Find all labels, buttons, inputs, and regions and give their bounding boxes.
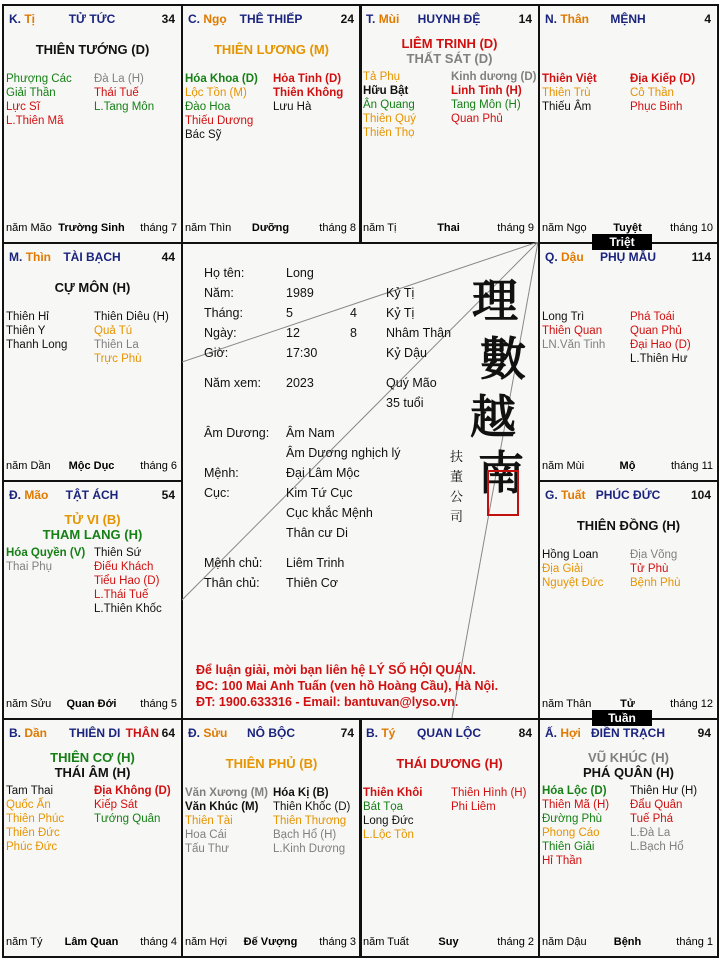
footer-year: năm Tuất — [363, 936, 409, 948]
chi: Tị — [24, 12, 36, 26]
star-left: Bát Tọa — [363, 801, 404, 813]
main-star: THIÊN CƠ (H) — [50, 750, 135, 765]
star-right: Thiên Khốc (D) — [273, 801, 351, 813]
star-right: Địa Võng — [630, 549, 678, 561]
main-star: VŨ KHÚC (H) — [588, 750, 669, 765]
contact-line-2: ĐC: 100 Mai Anh Tuấn (ven hồ Hoàng Cầu), Hà Nội. — [196, 679, 499, 693]
palace-cell-m-thin — [2, 242, 183, 482]
palace-name: TỬ TỨC — [68, 12, 116, 26]
star-left: Tả Phụ — [363, 71, 401, 83]
footer-stage: Đế Vượng — [243, 936, 298, 948]
palace-cell-t-mui — [359, 4, 540, 244]
day-label: Ngày: — [204, 326, 237, 340]
star-right: Tuế Phá — [630, 813, 674, 825]
can: C. — [188, 12, 200, 26]
star-left: Đào Hoa — [185, 101, 231, 113]
palace-age: 24 — [340, 12, 354, 26]
amduong-label: Âm Dương: — [204, 426, 270, 440]
chi: Ngọ — [203, 12, 227, 26]
star-left: Thiên Phúc — [6, 813, 65, 825]
calligraphy-3: 越 — [470, 390, 516, 444]
palace-name: HUYNH ĐỆ — [417, 12, 481, 26]
main-star: THIÊN ĐỒNG (H) — [576, 518, 681, 533]
month-canchi: Kỷ Tị — [386, 306, 415, 320]
star-left: Thanh Long — [6, 339, 68, 351]
star-right: Linh Tinh (H) — [451, 85, 522, 97]
chi: Dậu — [561, 250, 584, 264]
day-lunar: 8 — [350, 326, 357, 340]
cuc-value: Kim Tứ Cục — [286, 486, 353, 500]
chi: Dần — [24, 726, 48, 740]
star-left: LN.Văn Tinh — [542, 339, 606, 351]
hour-canchi: Kỷ Dậu — [386, 346, 427, 360]
than-cu-note: Thân cư Di — [286, 526, 348, 540]
small-char: 司 — [450, 510, 464, 525]
palace-name: NÔ BỘC — [247, 726, 295, 740]
star-right: Đại Hao (D) — [630, 339, 691, 351]
star-right: Lưu Hà — [273, 101, 312, 113]
palace-header — [366, 726, 532, 742]
can: G. — [545, 488, 558, 502]
palace-footer — [6, 698, 177, 712]
palace-header — [9, 12, 175, 28]
can: Đ. — [9, 488, 21, 502]
footer-year: năm Dần — [6, 460, 51, 472]
star-left: L.Thiên Mã — [6, 115, 64, 127]
footer-stage: Dưỡng — [251, 222, 290, 234]
footer-stage: Thai — [437, 222, 460, 234]
footer-month: tháng 3 — [319, 936, 356, 948]
calligraphy-2: 數 — [480, 332, 526, 386]
palace-header — [188, 12, 354, 28]
name-value: Long — [286, 266, 314, 280]
star-right: Phi Liêm — [451, 801, 496, 813]
footer-year: năm Sửu — [6, 698, 52, 710]
star-right: Thiên Diêu (H) — [94, 311, 169, 323]
amduong-note: Âm Dương nghịch lý — [286, 446, 401, 460]
footer-stage: Tuyệt — [613, 222, 642, 234]
palace-name: QUAN LỘC — [417, 726, 481, 740]
star-right: Kiếp Sát — [94, 799, 138, 811]
footer-stage: Mộ — [619, 460, 636, 472]
footer-stage: Trường Sinh — [58, 222, 125, 234]
palace-footer — [542, 460, 713, 474]
star-right: Phá Toái — [630, 311, 675, 323]
footer-month: tháng 2 — [497, 936, 534, 948]
palace-footer — [185, 936, 356, 950]
palace-footer — [6, 936, 177, 950]
star-left: Thiên Tài — [185, 815, 233, 827]
palace-cell-g-tuat — [538, 480, 719, 720]
star-right: Tang Môn (H) — [451, 99, 521, 111]
footer-month: tháng 12 — [670, 698, 713, 710]
palace-footer — [6, 222, 177, 236]
star-left: Ân Quang — [363, 99, 415, 111]
triet-marker: Triệt — [592, 234, 652, 250]
year-canchi: Kỷ Tị — [386, 286, 415, 300]
palace-cell-d-suu — [181, 718, 362, 958]
chi: Mùi — [378, 12, 400, 26]
star-right: Quả Tú — [94, 325, 133, 337]
menh-value: Đại Lâm Mộc — [286, 466, 360, 480]
star-left: Tấu Thư — [185, 843, 229, 855]
month-lunar: 4 — [350, 306, 357, 320]
star-right: Bạch Hổ (H) — [273, 829, 337, 841]
footer-year: năm Dậu — [542, 936, 587, 948]
star-right: Địa Không (D) — [94, 785, 171, 797]
palace-footer — [185, 222, 356, 236]
star-right: Thiên Không — [273, 87, 344, 99]
star-right: L.Thiên Khốc — [94, 603, 162, 615]
palace-header — [9, 250, 175, 266]
palace-age: 34 — [161, 12, 175, 26]
star-right: Địa Kiếp (D) — [630, 73, 696, 85]
star-left: Lộc Tồn (M) — [185, 87, 247, 99]
star-left: Thiên Giải — [542, 841, 595, 853]
footer-month: tháng 11 — [670, 460, 713, 472]
star-right: Tử Phù — [630, 563, 669, 575]
palace-age: 114 — [691, 250, 711, 264]
star-left: L.Lộc Tồn — [363, 829, 414, 841]
star-right: Quan Phủ — [451, 113, 503, 125]
footer-year: năm Mão — [6, 222, 52, 234]
star-right: Đà La (H) — [94, 73, 144, 85]
main-star: TỬ VI (B) — [64, 512, 121, 527]
footer-year: năm Tý — [6, 936, 43, 948]
palace-cell-c-ngo — [181, 4, 362, 244]
palace-name: PHỤ MẪU — [600, 250, 656, 264]
view-year-canchi: Quý Mão — [386, 376, 437, 390]
calligraphy-4: 南 — [478, 446, 524, 500]
small-char: 公 — [450, 490, 464, 505]
star-right: L.Tang Môn — [94, 101, 155, 113]
star-right: L.Kinh Dương — [273, 843, 346, 855]
main-star: THAM LANG (H) — [42, 527, 143, 542]
main-star: CỰ MÔN (H) — [54, 280, 131, 295]
month-label: Tháng: — [204, 306, 243, 320]
chi: Thìn — [25, 250, 52, 264]
footer-month: tháng 6 — [140, 460, 177, 472]
star-right: Thiên Sứ — [94, 547, 142, 559]
star-right: Tướng Quân — [94, 813, 161, 825]
main-star: THÁI ÂM (H) — [54, 765, 131, 780]
star-right: Phục Binh — [630, 101, 683, 113]
view-year-value: 2023 — [286, 376, 314, 390]
star-right: Hóa Kị (B) — [273, 787, 329, 799]
star-left: Hữu Bật — [363, 85, 409, 97]
day-value: 12 — [286, 326, 300, 340]
palace-cell-d-mao — [2, 480, 183, 720]
footer-month: tháng 10 — [670, 222, 713, 234]
can-chi — [9, 726, 47, 740]
hour-label: Giờ: — [204, 346, 229, 360]
palace-age: 4 — [704, 12, 711, 26]
star-right: Kinh dương (D) — [451, 71, 537, 83]
palace-cell-b-dan — [2, 718, 183, 958]
star-right: Quan Phủ — [630, 325, 682, 337]
menhchu-value: Liêm Trinh — [286, 556, 345, 570]
palace-header — [366, 12, 532, 28]
day-canchi: Nhâm Thân — [386, 326, 452, 340]
year-value: 1989 — [286, 286, 314, 300]
palace-header — [9, 488, 175, 504]
tuvi-chart — [2, 4, 716, 956]
palace-name: MỆNH — [610, 12, 646, 26]
palace-header — [545, 12, 711, 28]
star-left: Phong Cáo — [542, 827, 600, 839]
chi: Tý — [381, 726, 396, 740]
can: K. — [9, 12, 21, 26]
hour-value: 17:30 — [286, 346, 318, 360]
star-right: Cô Thần — [630, 87, 674, 99]
small-char: 扶 — [450, 450, 464, 465]
footer-stage: Mộc Dục — [68, 460, 115, 472]
footer-stage: Tử — [620, 698, 635, 710]
star-left: Lực Sĩ — [6, 101, 40, 113]
palace-name: ĐIỀN TRẠCH — [591, 726, 665, 740]
star-right: L.Thái Tuế — [94, 589, 149, 601]
can: B. — [9, 726, 21, 740]
star-left: Thiên Quan — [542, 325, 603, 337]
footer-year: năm Thìn — [185, 222, 232, 234]
contact-line-1: Để luận giải, mời bạn liên hệ LÝ SỐ HỘI QUÁN. — [196, 663, 476, 677]
menhchu-label: Mệnh chủ: — [204, 556, 263, 570]
chi: Sửu — [203, 726, 228, 740]
palace-age: 44 — [161, 250, 175, 264]
star-left: Thiếu Âm — [542, 101, 592, 113]
main-star: PHÁ QUÂN (H) — [583, 765, 674, 780]
palace-cell-n-than — [538, 4, 719, 244]
star-right: Đẩu Quân — [630, 799, 683, 811]
palace-footer — [363, 222, 534, 236]
palace-cell-k-ti — [2, 4, 183, 244]
footer-stage: Bệnh — [613, 936, 642, 948]
star-left: Bác Sỹ — [185, 129, 222, 141]
star-left: Thiên Đức — [6, 827, 60, 839]
star-right: L.Thiên Hư — [630, 353, 688, 365]
star-right: L.Bạch Hổ — [630, 841, 684, 853]
can: Ấ. — [545, 726, 557, 740]
footer-year: năm Tị — [363, 222, 397, 234]
palace-header — [545, 488, 711, 504]
palace-footer — [542, 936, 713, 950]
footer-month: tháng 1 — [676, 936, 713, 948]
star-left: Long Đức — [363, 815, 414, 827]
year-label: Năm: — [204, 286, 234, 300]
star-left: Thiên Quý — [363, 113, 417, 125]
star-left: Thiên Y — [6, 325, 46, 337]
star-left: Thiên Hỉ — [6, 311, 49, 323]
star-right: Trực Phù — [94, 353, 142, 365]
view-year-label: Năm xem: — [204, 376, 261, 390]
star-right: Tiểu Hao (D) — [94, 575, 160, 587]
red-seal — [487, 470, 519, 516]
star-left: Hoa Cái — [185, 829, 227, 841]
palace-age: 64 — [161, 726, 175, 740]
star-left: Văn Khúc (M) — [185, 801, 259, 813]
palace-name: PHÚC ĐỨC — [595, 488, 661, 502]
center-panel — [182, 242, 538, 718]
month-value: 5 — [286, 306, 293, 320]
palace-name: THÊ THIẾP — [239, 12, 303, 26]
star-left: Hóa Khoa (D) — [185, 73, 258, 85]
can: N. — [545, 12, 557, 26]
amduong-value: Âm Nam — [286, 426, 335, 440]
palace-header — [9, 726, 175, 742]
main-star: THIÊN TƯỚNG (D) — [35, 42, 150, 57]
palace-age: 74 — [340, 726, 354, 740]
star-left: Giải Thần — [6, 87, 56, 99]
chi: Mão — [24, 488, 49, 502]
star-left: Phúc Đức — [6, 841, 58, 853]
can: Đ. — [188, 726, 200, 740]
contact-block — [196, 662, 498, 710]
star-left: Thiên Việt — [542, 73, 597, 85]
star-right: L.Đà La — [630, 827, 671, 839]
cuc-note: Cục khắc Mệnh — [286, 506, 373, 520]
star-left: Thiên Mã (H) — [542, 799, 610, 811]
star-right: Điếu Khách — [94, 561, 154, 573]
star-left: Hỉ Thần — [542, 855, 583, 867]
palace-header — [545, 726, 711, 742]
footer-year: năm Hợi — [185, 936, 228, 948]
footer-stage: Quan Đới — [66, 698, 117, 710]
palace-footer — [6, 460, 177, 474]
footer-stage: Lâm Quan — [64, 936, 119, 948]
star-left: Hóa Quyền (V) — [6, 547, 86, 559]
age-value: 35 tuổi — [386, 396, 424, 410]
footer-month: tháng 7 — [140, 222, 177, 234]
palace-name: TẬT ÁCH — [65, 488, 119, 502]
palace-age: 54 — [161, 488, 175, 502]
footer-month: tháng 9 — [497, 222, 534, 234]
footer-year: năm Thân — [542, 698, 592, 710]
palace-cell-b-ty — [359, 718, 540, 958]
star-right: Thiên Hình (H) — [451, 787, 527, 799]
footer-stage: Suy — [438, 936, 459, 948]
palace-age: 104 — [690, 488, 711, 502]
contact-line-3: ĐT: 1900.633316 - Email: bantuvan@lyso.vn. — [196, 695, 459, 709]
palace-cell-q-dau — [538, 242, 719, 482]
can: T. — [366, 12, 376, 26]
thanchu-value: Thiên Cơ — [286, 576, 338, 590]
star-right: Thiên Thương — [273, 815, 347, 827]
footer-month: tháng 5 — [140, 698, 177, 710]
palace-name: THIÊN DI — [69, 726, 121, 740]
menh-label: Mệnh: — [204, 466, 239, 480]
small-char: 董 — [450, 470, 464, 485]
palace-age: 14 — [518, 12, 532, 26]
chi: Hợi — [560, 726, 581, 740]
star-left: Hóa Lộc (D) — [542, 785, 607, 797]
star-left: Hồng Loan — [542, 549, 599, 561]
can: B. — [366, 726, 378, 740]
star-left: Long Trì — [542, 311, 585, 323]
star-left: Địa Giải — [542, 563, 583, 575]
can: M. — [9, 250, 23, 264]
star-right: Thiên Hư (H) — [630, 785, 698, 797]
calligraphy-1: 理 — [472, 274, 518, 328]
palace-name: TÀI BẠCH — [63, 250, 121, 264]
palace-header — [188, 726, 354, 742]
chi: Tuất — [561, 488, 586, 502]
star-left: Thai Phụ — [6, 561, 53, 573]
main-star: THIÊN LƯƠNG (M) — [213, 42, 330, 57]
than-marker: THÂN — [125, 726, 159, 740]
star-left: Thiên Khôi — [363, 787, 423, 799]
name-label: Họ tên: — [204, 266, 245, 280]
footer-month: tháng 8 — [319, 222, 356, 234]
star-left: Thiên Trù — [542, 87, 591, 99]
star-left: Đường Phù — [542, 813, 602, 825]
star-right: Bệnh Phù — [630, 577, 681, 589]
palace-cell-a-hoi — [538, 718, 719, 958]
thanchu-label: Thân chủ: — [204, 576, 260, 590]
star-left: Thiếu Dương — [185, 115, 254, 127]
star-left: Văn Xương (M) — [185, 787, 268, 799]
tuan-marker: Tuần — [592, 710, 652, 726]
footer-year: năm Ngọ — [542, 222, 587, 234]
main-star: THẤT SÁT (D) — [406, 51, 493, 66]
can: Q. — [545, 250, 558, 264]
main-star: LIÊM TRINH (D) — [401, 36, 498, 51]
star-left: Quốc Ấn — [6, 799, 51, 811]
footer-year: năm Mùi — [542, 460, 585, 472]
star-right: Hỏa Tinh (D) — [273, 73, 342, 85]
chi: Thân — [560, 12, 590, 26]
palace-age: 94 — [697, 726, 711, 740]
small-calligraphy — [450, 448, 464, 528]
star-left: Tam Thai — [6, 785, 54, 797]
cuc-label: Cục: — [204, 486, 230, 500]
star-right: Thiên La — [94, 339, 139, 351]
palace-age: 84 — [518, 726, 532, 740]
star-left: Thiên Thọ — [363, 127, 415, 139]
star-left: Phượng Các — [6, 73, 72, 85]
palace-header — [545, 250, 711, 266]
star-right: Thái Tuế — [94, 87, 139, 99]
footer-month: tháng 4 — [140, 936, 177, 948]
main-star: THIÊN PHỦ (B) — [225, 756, 318, 771]
main-star: THÁI DƯƠNG (H) — [396, 756, 503, 771]
palace-footer — [363, 936, 534, 950]
star-left: Nguyệt Đức — [542, 577, 604, 589]
